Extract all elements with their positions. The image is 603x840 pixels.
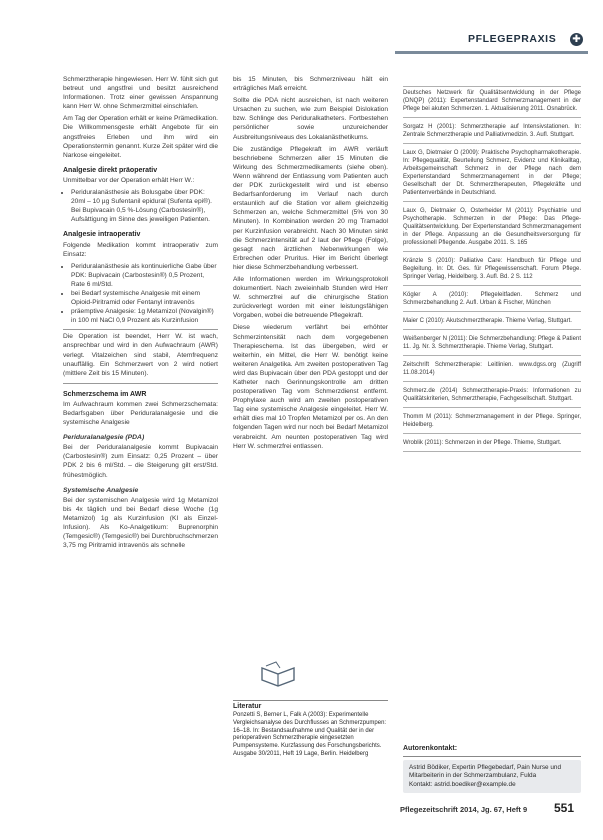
journal-footer: Pflegezeitschrift 2014, Jg. 67, Heft 9 bbox=[400, 805, 528, 814]
reference-item: Zeitschrift Schmerztherapie: Leitlinien. www.dgss.org (Zugriff 11.08.2014) bbox=[403, 359, 581, 382]
paragraph: Bei der systemischen Analgesie wird 1g Metamizol bis 4x täglich und bei Bedarf diese Woche (1g Metamizol) 1g als Kurzinfusion (KI als Einzel-Infusion). Als Ko-Analgetikum: Buprenorphin (Temgesic®) (Temgesic®) bei Durchbruchschmerzen 3,75 mg Piritramid intravenös als schnelle bbox=[63, 496, 218, 550]
author-contact bbox=[403, 745, 581, 793]
paragraph: Die zuständige Pflegekraft im AWR verläuft beschriebene Schmerzen aller 15 Minuten die Wirkung des Schmerzmedikaments (siehe oben). Wenn während der Entlassung vom Patienten auch der PDK zurückgestellt wird und ist ebenso Bedarfsanforderung im Verlauf nach durch erstaunlich auf die Station vor allem gleichzeitig Schmerzen an, welche Schmerzmittel (5% von 30 Minuten). In Kombination werden 20 mg Tramadol per Kurzinfusion verabreicht. Nach 30 Minuten sinkt die Schmerzintensität auf 2 laut der Pflege (Folge), gesagt nach ärztlichen Nebenwirkungen wie Erbrechen oder Pruritus. Hier im Bericht überlegt hier diese Schmerzbehandlung verbessert. bbox=[233, 145, 388, 271]
subheading: Systemische Analgesie bbox=[63, 486, 139, 494]
paragraph: bis 15 Minuten, bis Schmerzniveau hält ein erträgliches Maß erreicht. bbox=[233, 76, 388, 93]
paragraph: Die Operation ist beendet, Herr W. ist wach, ansprechbar und wird in den Aufwachraum (AWR) verlegt. Vitalzeichen sind stabil, Atemfrequenz unauffällig. Ein Schmerzwert von 2 wird notiert (mittlere Zeit bis 15 Minuten). bbox=[63, 333, 218, 377]
reference-item: Maier C (2010): Akutschmerztherapie. Thieme Verlag, Stuttgart. bbox=[403, 315, 581, 330]
list-item: • Periduralanästhesie als Bolusgabe über PDK: 20ml – 10 µg Sufentanil epidural (Sufenta epi®). Bei Bupivacain 0,5 %-Lösung (Carbostesin®), Aufsättigung im Sinne des jeweiligen Patienten. bbox=[71, 188, 218, 224]
contact-line: Astrid Bödiker, Expertin Pflegebedarf, Pain Nurse und Mitarbeiterin in der Schmerzambulanz, Fulda bbox=[409, 763, 562, 779]
bullet-list bbox=[63, 262, 218, 326]
bullet-list bbox=[63, 188, 218, 224]
reference-item: Laux G, Dietmaier O (2009): Praktische Psychopharmakotherapie. In: Pflegequalität, Beurteilung Schmerz, Evidenz und Klinikalltag, Arbeitsgemeinschaft Schmerz in der Pflege nach dem Expertenstandard Schmerzmanagement in der Pflege; Gesellschaft der Dt. Schmerztherapeuten, Pflegekräfte und Patientenverbände in Deutschland. bbox=[403, 147, 581, 202]
reference-item: Laux G, Dietmaier O, Osterheider M (2011): Psychiatrie und Psychotherapie. Schmerzen in der Pflege: Das Pflege-Qualitätsentwicklung. Der Expertenstandard Schmerzmanagement in der Pflege. Anpassung an die Gesundheitsversorgung für professionell Pflegende. Ausgabe 2011. S. 165 bbox=[403, 205, 581, 252]
cross-circle-icon: ✚ bbox=[570, 33, 583, 46]
subheading: Periduralanalgesie (PDA) bbox=[63, 434, 145, 442]
book-icon bbox=[258, 660, 298, 690]
heading: Schmerzschema im AWR bbox=[63, 390, 147, 398]
heading: Analgesie direkt präoperativ bbox=[63, 166, 158, 174]
paragraph: Am Tag der Operation erhält er keine Prämedikation. Die Willkommensgeste erhält Angebote für ein angstfreies Erleben und ihm wird ein Operationstermin genannt. Kurze Zeit später wird die Narkose eingeleitet. bbox=[63, 115, 218, 159]
contact-box bbox=[403, 760, 581, 794]
reference-item: Schmerz.de (2014) Schmerztherapie-Praxis: Informationen zu Qualitätskriterien, Schmerztherapie, Fachgesellschaft. Stuttgart. bbox=[403, 385, 581, 408]
literature-text: Ponzetti S, Berner L, Falk A (2003): Experimentelle Vergleichsanalyse des Durchflusses an Schmerzpumpen: 16–18. In: Bestandsaufnahme und Qualität der in der perioperativen Schmerztherapie eingesetzten Pumpensysteme. Kurzfassung des Forschungsberichts. Ausgabe 30/2011, Heft 19 Lage, Berlin. Heidelberg bbox=[233, 712, 387, 757]
paragraph: Im Aufwachraum kommen zwei Schmerzschemata: Bedarfsgaben über Periduralanalgesie und die systemische Analgesie bbox=[63, 400, 218, 427]
list-item: • Periduralanästhesie als kontinuierliche Gabe über PDK: Bupivacain (Carbostesin®) 0,5 Prozent, Rate 6 ml/Std. bbox=[71, 262, 218, 289]
contact-line: Kontakt: astrid.boediker@example.de bbox=[409, 780, 516, 788]
paragraph: Schmerztherapie hingewiesen. Herr W. fühlt sich gut betreut und angstfrei und besitzt ausreichend Informationen. Trotz einer gewissen Anspannung kann Herr W. ohne Schmerzmittel einschlafen. bbox=[63, 76, 218, 111]
section-title: PFLEGEPRAXIS bbox=[468, 33, 557, 45]
column-1 bbox=[63, 75, 218, 553]
list-item: • bei Bedarf systemische Analgesie mit einem Opioid-Piritramid oder Fentanyl intravenös bbox=[71, 289, 218, 307]
literature-box bbox=[233, 700, 388, 759]
reference-item: Thomm M (2011): Schmerzmanagement in der Pflege. Springer, Heidelberg. bbox=[403, 411, 581, 434]
paragraph: Sollte die PDA nicht ausreichen, ist nach weiteren Ursachen zu suchen, wie zum Beispiel Dislokation bzw. Schlinge des Periduralkatheters. Fortbestehen persönlicher sowie unzureichender Ausbreitungsniveaus des Lokalanästhetikums. bbox=[233, 97, 388, 141]
paragraph: Alle Informationen werden im Wirkungsprotokoll dokumentiert. Nach zweieinhalb Stunden wird Herr W. schmerzfrei auf die chirurgische Station zurückverlegt worden mit einer leistungsfähigen Vorgaben, wobei die betreuende Pflegekraft. bbox=[233, 275, 388, 320]
reference-item: Kränzle S (2010): Palliative Care: Handbuch für Pflege und Begleitung. In: Dt. Ges. für Pflegewissenschaft. Forum Pflege. Springer Verlag, Heidelberg. 3. Aufl. Bd. 2 S. 112 bbox=[403, 255, 581, 286]
paragraph: Folgende Medikation kommt intraoperativ zum Einsatz: bbox=[63, 241, 218, 258]
literature-title: Literatur bbox=[233, 700, 388, 710]
reference-item: Weißenberger N (2011): Die Schmerzbehandlung: Pflege & Patient 11. Jg. Nr. 3. Schmerztherapie. Thieme Verlag, Stuttgart. bbox=[403, 333, 581, 356]
reference-item: Wroblik (2011): Schmerzen in der Pflege. Thieme, Stuttgart. bbox=[403, 437, 581, 452]
reference-item: Kögler A (2010): Pflegeleitfaden. Schmerz und Schmerzbehandlung 2. Aufl. Urban & Fischer, München bbox=[403, 289, 581, 312]
references-column bbox=[403, 86, 581, 455]
list-item: • präemptive Analgesie: 1g Metamizol (Novalgin®) in 100 ml NaCl 0,9 Prozent als Kurzinfusion bbox=[71, 307, 218, 325]
reference-item: Deutsches Netzwerk für Qualitätsentwicklung in der Pflege (DNQP) (2011): Expertenstandard Schmerzmanagement in der Pflege bei akuten Schmerzen. 1. Aktualisierung 2011. Osnabrück. bbox=[403, 86, 581, 118]
page-number: 551 bbox=[554, 801, 575, 815]
contact-title: Autorenkontakt: bbox=[403, 745, 581, 757]
paragraph: Unmittelbar vor der Operation erhält Herr W.: bbox=[63, 176, 195, 184]
column-2 bbox=[233, 75, 388, 454]
highlight-box bbox=[63, 329, 218, 383]
heading: Analgesie intraoperativ bbox=[63, 231, 141, 239]
reference-item: Sorgatz H (2001): Schmerztherapie auf Intensivstationen. In: Zentrale Schmerztherapie und Palliativmedizin. 3. Aufl. Stuttgart. bbox=[403, 121, 581, 144]
paragraph: Diese wiederum verfährt bei erhöhter Schmerzintensität nach dem vorgegebenen Therapieschema. Ist das übergeben, wird er weiterhin, ein Mittel, die Herr W. benötigt keine weiteren Analgetika. Am zweiten postoperativen Tag wird das Bupivacain über den PDA gestoppt und der Katheter nach Gerinnungskontrolle am dritten postoperativen Tag vom Schmerzdienst entfernt. Prophylaxe auch wird am zweiten postoperativen Tag eine systemische Analgesie eingeleitet. Herr W. erhält dies mal 10 Tropfen Metamizol per os. An den folgenden Tagen wird nur noch bei Bedarf Metamizol verabreicht. Am neunten postoperativen Tag wird Herr W. schmerzfrei entlassen. bbox=[233, 324, 388, 450]
paragraph: Bei der Periduralanalgesie kommt Bupivacain (Carbostesin®) zum Einsatz: 0,25 Prozent – über PDK 2 bis 6 ml/Std. – die Steigerung gilt erst/Std. frühestmöglich. bbox=[63, 444, 218, 479]
